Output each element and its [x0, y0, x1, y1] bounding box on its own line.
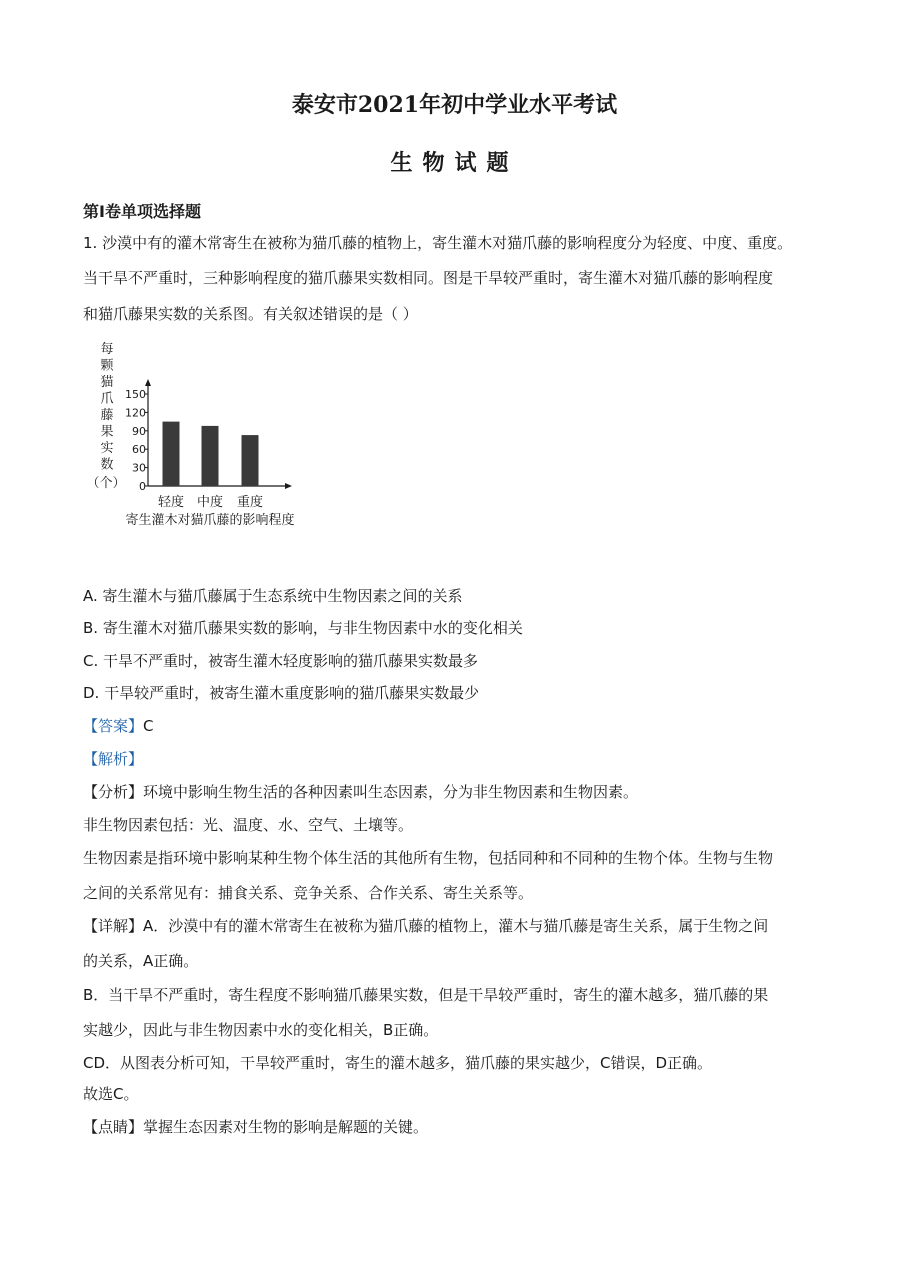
y-tick-label: 30 — [132, 461, 146, 475]
x-axis-label: 寄生灌木对猫爪藤的影响程度 — [125, 513, 295, 528]
option-d: D. 干旱较严重时，被寄生灌木重度影响的猫爪藤果实数最少 — [83, 684, 480, 702]
y-label-char: 藤 — [100, 408, 114, 423]
bars — [163, 422, 259, 486]
question-stem-line-2: 当干旱不严重时，三种影响程度的猫爪藤果实数相同。图是干旱较严重时，寄生灌木对猫爪藤的影响程度 — [83, 269, 774, 287]
analysis-line-9: CD．从图表分析可知，干旱较严重时，寄生的灌木越多，猫爪藤的果实越少，C错误，D正确。 — [83, 1054, 713, 1072]
x-category-label: 重度 — [236, 495, 264, 510]
analysis-line-3: 生物因素是指环境中影响某种生物个体生活的其他所有生物，包括同种和不同种的生物个体。生物与生物 — [83, 849, 774, 867]
x-axis-arrow — [285, 483, 292, 489]
option-a: A. 寄生灌木与猫爪藤属于生态系统中生物因素之间的关系 — [83, 587, 463, 605]
y-axis-arrow — [145, 379, 151, 386]
y-label-char: 颗 — [100, 358, 114, 374]
y-label-char: 每 — [100, 342, 114, 357]
y-label-char: 爪 — [100, 391, 114, 407]
answer-value: C — [143, 717, 154, 735]
x-category-label: 中度 — [196, 495, 224, 510]
question-stem-line-1: 1. 沙漠中有的灌木常寄生在被称为猫爪藤的植物上，寄生灌木对猫爪藤的影响程度分为轻度、中度、重度。 — [83, 234, 793, 252]
x-axis-categories — [158, 494, 263, 510]
y-tick-label: 0 — [139, 480, 146, 493]
y-axis-label — [86, 342, 125, 491]
dianjing-label: 【点睛】 — [83, 1118, 144, 1136]
analysis-line-6: 的关系，A正确。 — [83, 952, 199, 970]
y-label-char: 数 — [100, 457, 114, 473]
answer-label: 【答案】 — [83, 717, 144, 735]
fenxi-label: 【分析】 — [83, 783, 144, 801]
option-c: C. 干旱不严重时，被寄生灌木轻度影响的猫爪藤果实数最多 — [83, 652, 479, 670]
analysis-line-10: 故选C。 — [83, 1085, 139, 1103]
x-category-label: 轻度 — [157, 495, 185, 510]
analysis-line-4: 之间的关系常见有：捕食关系、竞争关系、合作关系、寄生关系等。 — [83, 884, 534, 902]
y-label-char: 实 — [100, 441, 114, 456]
y-label-char: 果 — [100, 424, 114, 440]
question-stem-line-3: 和猫爪藤果实数的关系图。有关叙述错误的是（ ） — [83, 305, 418, 323]
dianjing-text: 掌握生态因素对生物的影响是解题的关键。 — [143, 1118, 429, 1136]
xiangjie-text: A．沙漠中有的灌木常寄生在被称为猫爪藤的植物上，灌木与猫爪藤是寄生关系，属于生物之间 — [143, 917, 769, 935]
option-b: B. 寄生灌木对猫爪藤果实数的影响，与非生物因素中水的变化相关 — [83, 619, 523, 637]
analysis-xiangjie — [83, 916, 768, 936]
answer-line — [83, 716, 154, 736]
analysis-line-2: 非生物因素包括：光、温度、水、空气、土壤等。 — [83, 816, 414, 834]
y-axis-ticks — [125, 388, 148, 493]
bar-1 — [163, 422, 180, 486]
bar-2 — [202, 426, 219, 486]
y-tick-label: 120 — [125, 406, 146, 420]
page-subtitle: 生物试题 — [390, 150, 519, 176]
bar-3 — [242, 435, 259, 486]
xiangjie-label: 【详解】 — [83, 917, 144, 935]
y-label-char: 猫 — [100, 375, 114, 390]
y-tick-label: 90 — [132, 424, 146, 438]
analysis-line-8: 实越少，因此与非生物因素中水的变化相关，B正确。 — [83, 1021, 439, 1039]
y-tick-label: 150 — [125, 388, 146, 401]
fenxi-text: 环境中影响生物生活的各种因素叫生态因素，分为非生物因素和生物因素。 — [143, 783, 639, 801]
analysis-label: 【解析】 — [83, 750, 144, 768]
y-tick-label: 60 — [132, 443, 146, 457]
bar-chart — [80, 336, 320, 532]
y-label-unit: （个） — [86, 476, 126, 491]
analysis-dianjing — [83, 1117, 428, 1137]
section-title: 第Ⅰ卷单项选择题 — [83, 202, 201, 221]
analysis-fenxi — [83, 782, 638, 802]
analysis-line-7: B．当干旱不严重时，寄生程度不影响猫爪藤果实数，但是干旱较严重时，寄生的灌木越多，猫爪藤的果 — [83, 986, 769, 1004]
page-title: 泰安市2021年初中学业水平考试 — [291, 92, 618, 118]
